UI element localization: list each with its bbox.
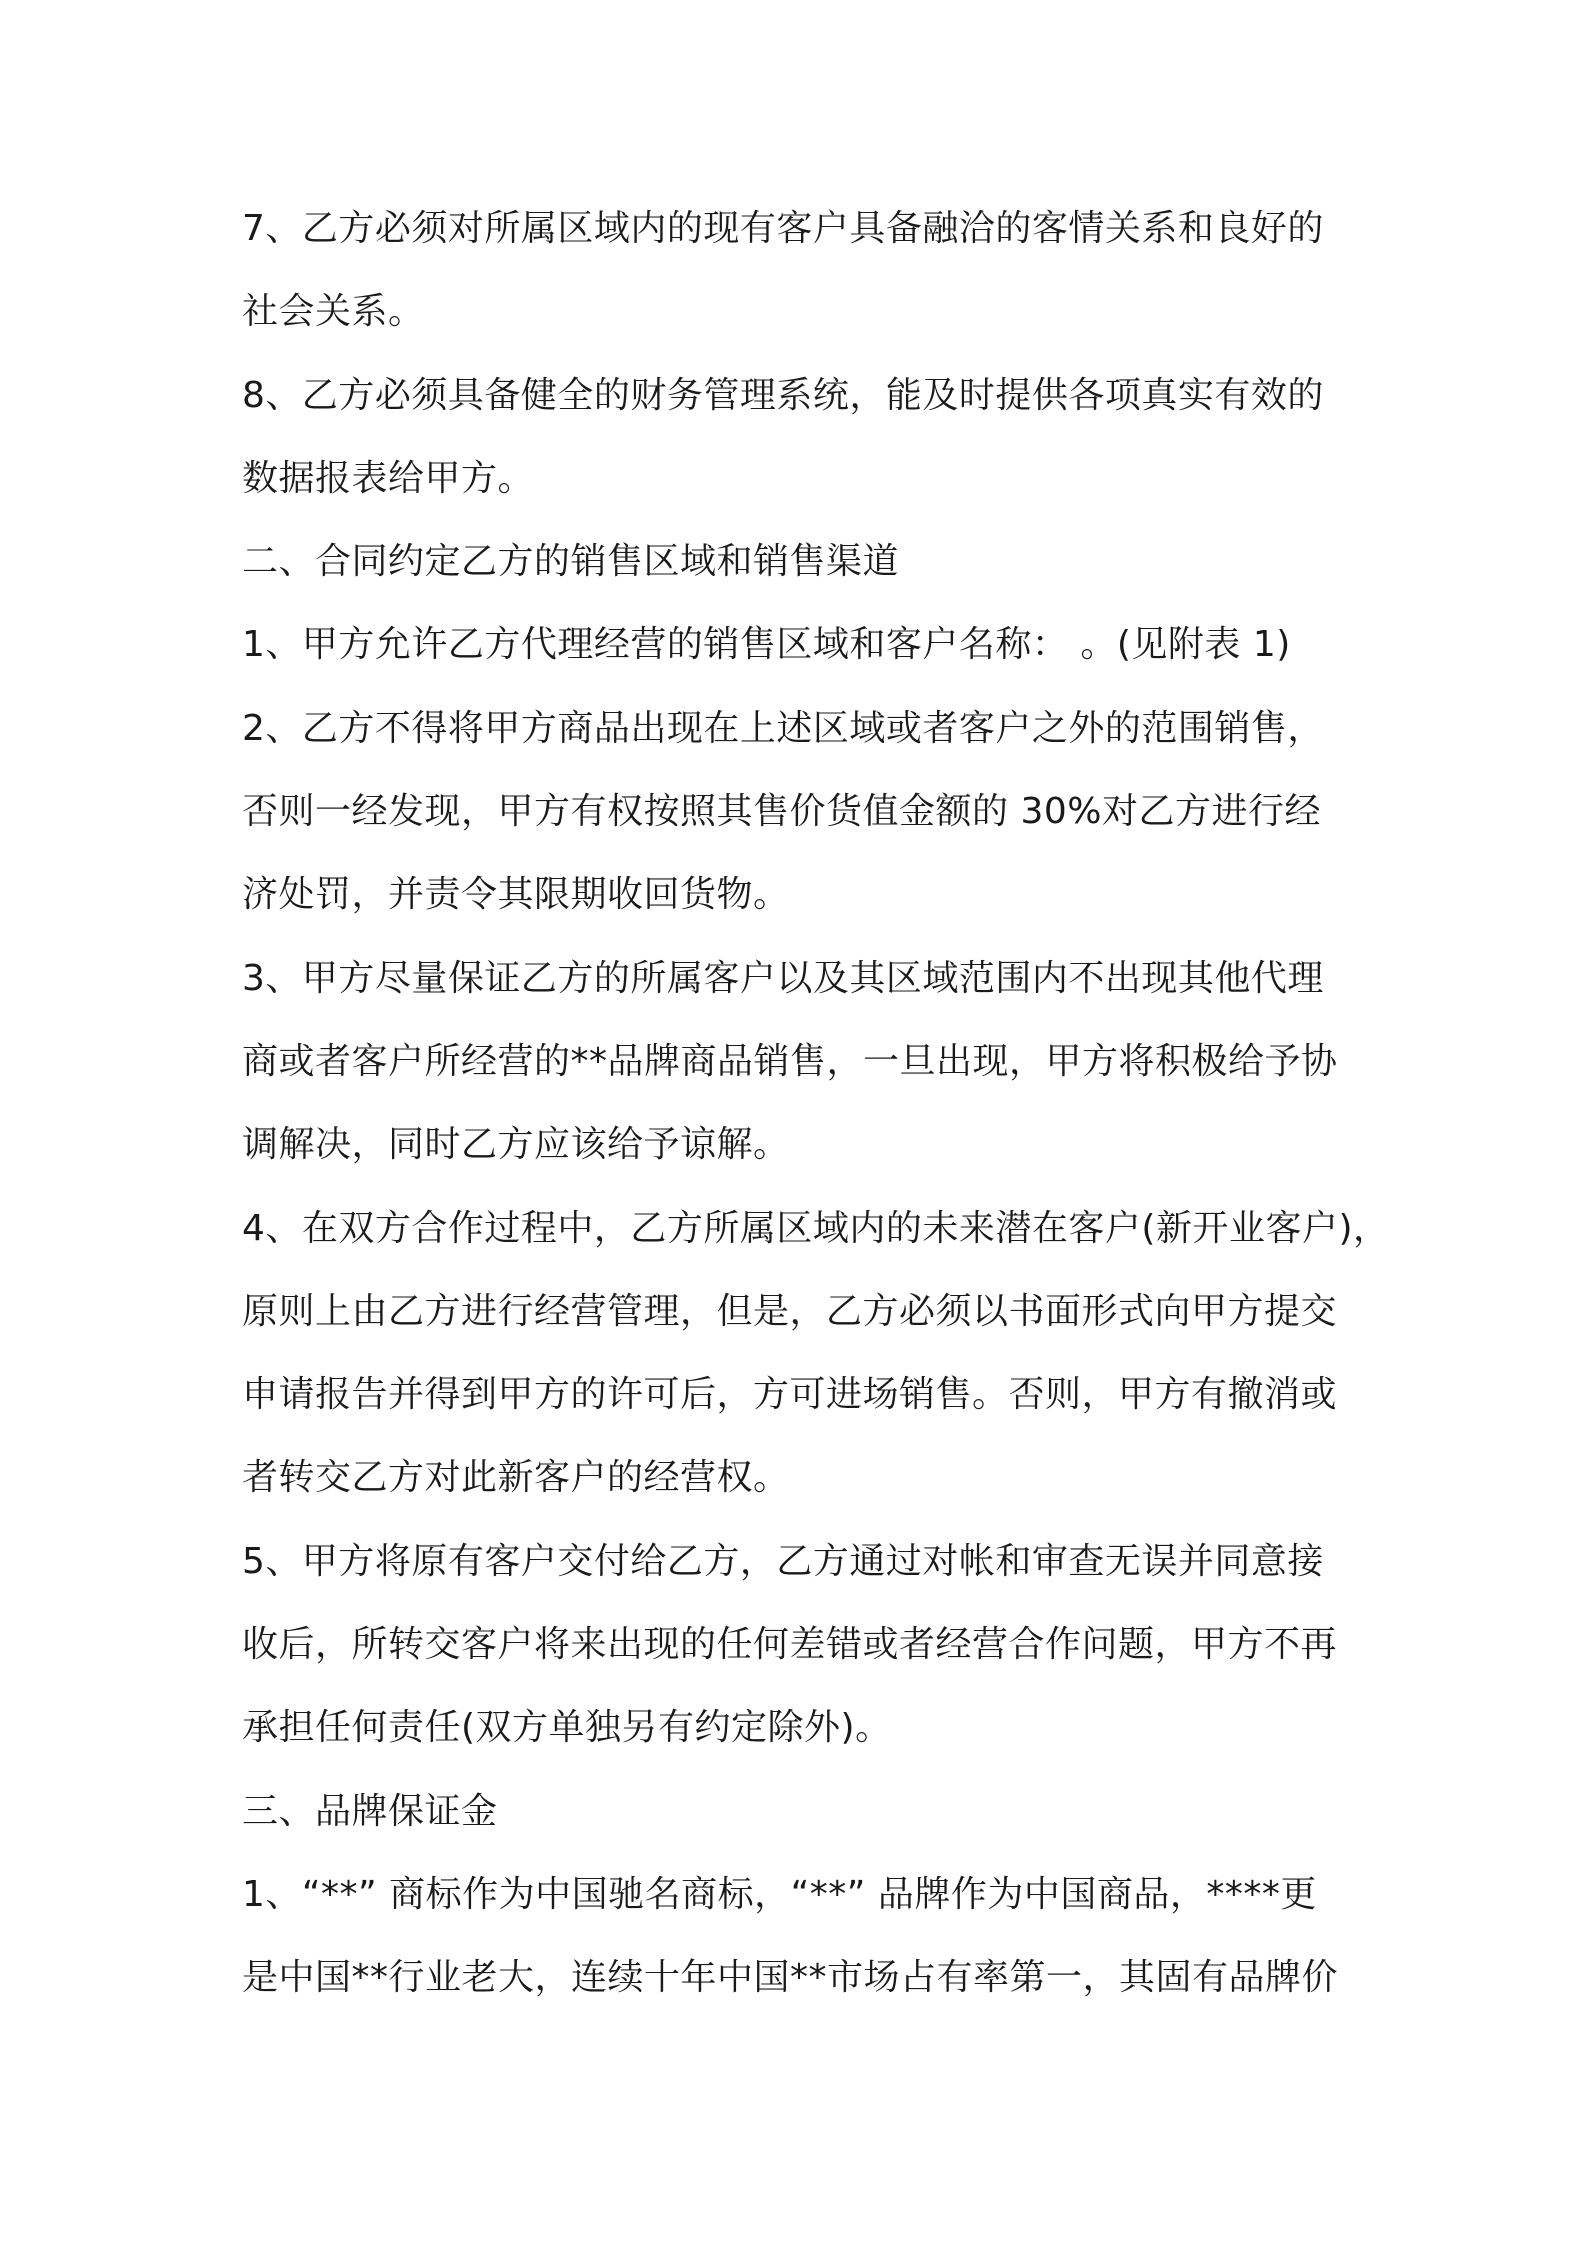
document-body <box>242 200 1390 2033</box>
section-heading: 二、合同约定乙方的销售区域和销售渠道 <box>242 541 900 583</box>
text-line: 承担任何责任(双方单独另有约定除外)。 <box>242 1707 892 1749</box>
text-line: 7、乙方必须对所属区域内的现有客户具备融洽的客情关系和良好的 <box>242 208 1324 249</box>
text-line: 济处罚，并责令其限期收回货物。 <box>242 874 790 916</box>
text-line: 者转交乙方对此新客户的经营权。 <box>242 1457 790 1499</box>
text-line: 数据报表给甲方。 <box>242 457 535 499</box>
text-line: 3、甲方尽量保证乙方的所属客户以及其区域范围内不出现其他代理 <box>242 957 1324 999</box>
text-line: 商或者客户所经营的**品牌商品销售，一旦出现，甲方将积极给予协 <box>242 1040 1338 1082</box>
text-line: 社会关系。 <box>242 291 425 333</box>
text-line: 8、乙方必须具备健全的财务管理系统，能及时提供各项真实有效的 <box>242 374 1324 416</box>
text-line: 1、“**” 商标作为中国驰名商标，“**” 品牌作为中国商品，****更 <box>242 1873 1317 1915</box>
text-line: 5、甲方将原有客户交付给乙方，乙方通过对帐和审查无误并同意接 <box>242 1540 1324 1582</box>
text-line: 是中国**行业老大，连续十年中国**市场占有率第一，其固有品牌价 <box>242 1957 1339 1999</box>
text-line: 4、在双方合作过程中，乙方所属区域内的未来潜在客户(新开业客户)， <box>242 1207 1390 1249</box>
text-line: 调解决，同时乙方应该给予谅解。 <box>242 1124 790 1166</box>
text-line: 收后，所转交客户将来出现的任何差错或者经营合作问题，甲方不再 <box>242 1624 1338 1666</box>
text-line: 申请报告并得到甲方的许可后，方可进场销售。否则，甲方有撤消或 <box>242 1374 1338 1416</box>
text-line: 1、甲方允许乙方代理经营的销售区域和客户名称： 。(见附表 1) <box>242 624 1291 666</box>
section-heading: 三、品牌保证金 <box>242 1790 498 1832</box>
text-line: 2、乙方不得将甲方商品出现在上述区域或者客户之外的范围销售， <box>242 707 1324 749</box>
text-line: 否则一经发现，甲方有权按照其售价货值金额的 30%对乙方进行经 <box>242 791 1321 833</box>
text-line: 原则上由乙方进行经营管理，但是，乙方必须以书面形式向甲方提交 <box>242 1290 1338 1332</box>
